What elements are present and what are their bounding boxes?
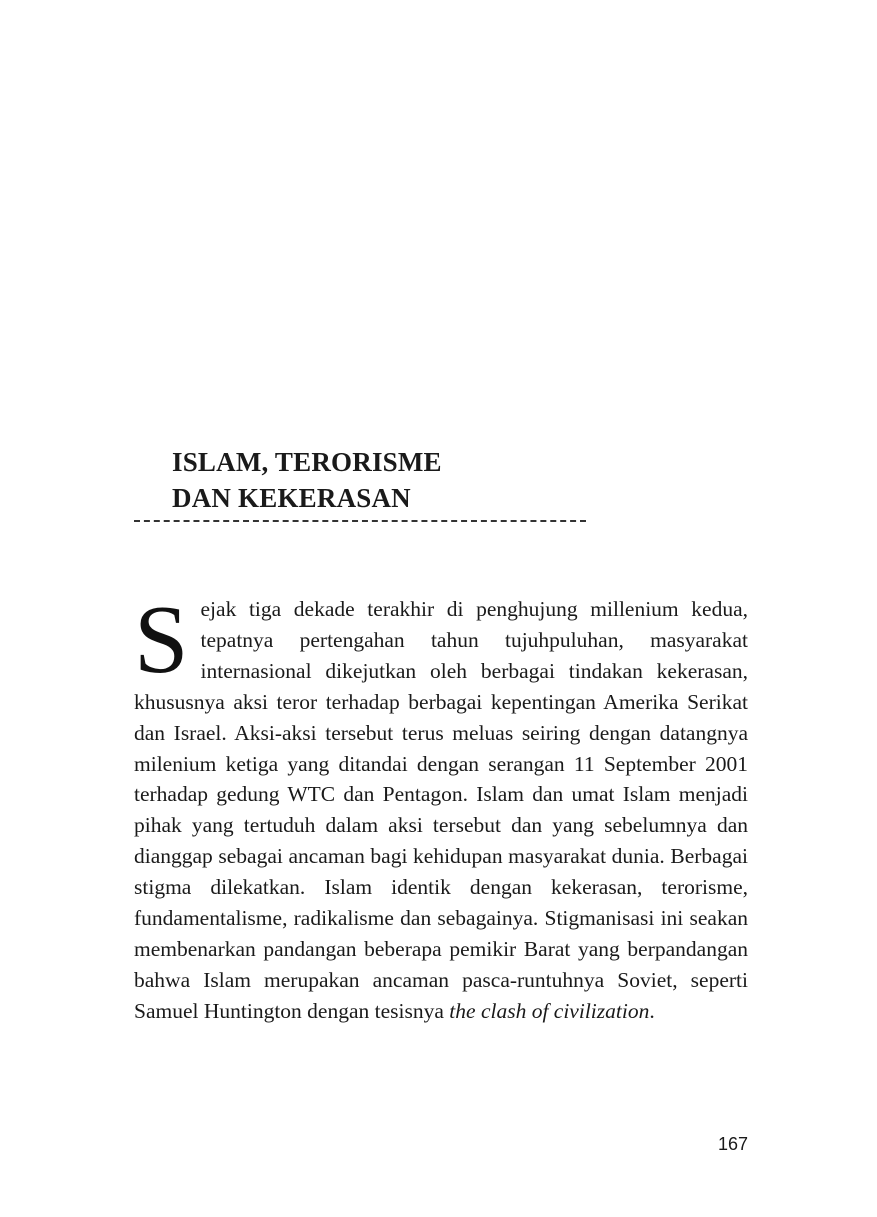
page-number: 167 xyxy=(717,1134,748,1154)
body-text-main: ejak tiga dekade terakhir di penghujung millenium kedua, tepatnya pertengahan tahun tujuhpuluhan, masyarakat internasional dikejutkan oleh berbagai tindakan kekerasan, khususnya aksi teror terhadap berbagai kepentingan Amerika Serikat dan Israel. Aksi-aksi tersebut terus meluas seiring dengan datangnya milenium ketiga yang ditandai dengan serangan 11 September 2001 terhadap gedung WTC dan Pentagon. Islam dan umat Islam menjadi pihak yang tertuduh dalam aksi tersebut dan yang sebelumnya dan dianggap sebagai ancaman bagi kehidupan masyarakat dunia. Berbagai stigma dilekatkan. Islam identik dengan kekerasan, terorisme, fundamentalisme, radikalisme dan sebagainya. Stigmanisasi ini seakan membenarkan pandangan beberapa pemikir Barat yang berpandangan bahwa Islam merupakan ancaman pasca-runtuhnya Soviet, seperti Samuel Huntington dengan tesisnya xyxy=(134,597,748,1023)
body-text-italic: the clash of civilization xyxy=(449,998,650,1023)
chapter-title-line-2: DAN KEKERASAN xyxy=(172,483,411,513)
chapter-title-line-1: ISLAM, TERORISME xyxy=(172,447,442,477)
body-text-end: . xyxy=(649,998,655,1023)
title-divider xyxy=(134,520,586,522)
drop-cap: S xyxy=(134,586,189,694)
body-paragraph xyxy=(134,586,748,1027)
chapter-title xyxy=(172,444,442,516)
